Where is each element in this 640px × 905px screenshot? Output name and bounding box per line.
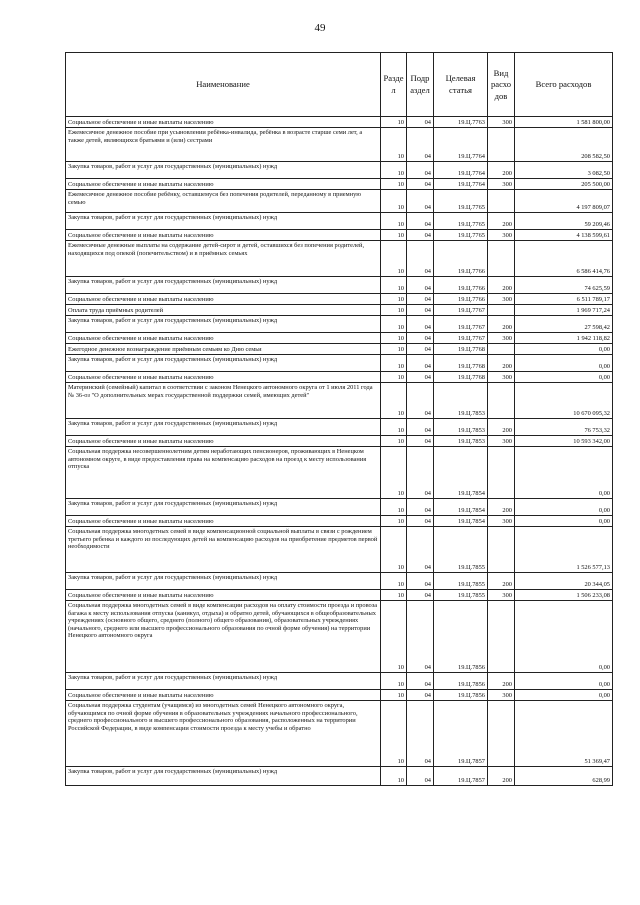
table-row bbox=[66, 516, 613, 527]
cell-vid: 300 bbox=[488, 590, 515, 601]
table-row bbox=[66, 128, 613, 162]
cell-razdel: 10 bbox=[381, 162, 407, 179]
table-row bbox=[66, 447, 613, 499]
table-row bbox=[66, 230, 613, 241]
cell-celevaya: 19.Ц.7856 bbox=[434, 690, 488, 701]
cell-podrazdel: 04 bbox=[407, 162, 434, 179]
cell-total: 0,00 bbox=[515, 516, 613, 527]
cell-vid: 200 bbox=[488, 573, 515, 590]
cell-razdel: 10 bbox=[381, 436, 407, 447]
budget-table bbox=[65, 52, 613, 786]
cell-razdel: 10 bbox=[381, 383, 407, 419]
cell-podrazdel: 04 bbox=[407, 190, 434, 213]
table-row bbox=[66, 117, 613, 128]
cell-name: Социальное обеспечение и иные выплаты населению bbox=[66, 372, 381, 383]
cell-celevaya: 19.Ц.7853 bbox=[434, 383, 488, 419]
cell-podrazdel: 04 bbox=[407, 372, 434, 383]
cell-total: 20 344,05 bbox=[515, 573, 613, 590]
cell-total: 208 582,50 bbox=[515, 128, 613, 162]
table-row bbox=[66, 590, 613, 601]
cell-celevaya: 19.Ц.7765 bbox=[434, 213, 488, 230]
cell-name: Социальная поддержка студентам (учащимся) из многодетных семей Ненецкого автономного округа, обучающимся по очной форме обучения в образовательных учреждениях начального профессионального, среднего профессионального и высшего профессионального образования, расположенных на территории Российской Федерации, в виде компенсации стоимости проезда к месту учебы и обратно bbox=[66, 701, 381, 767]
cell-name: Ежегодное денежное вознаграждение приёмным семьям ко Дню семьи bbox=[66, 344, 381, 355]
cell-name: Социальное обеспечение и иные выплаты населению bbox=[66, 117, 381, 128]
header-celevaya: Целевая статья bbox=[434, 53, 488, 117]
cell-celevaya: 19.Ц.7764 bbox=[434, 179, 488, 190]
cell-celevaya: 19.Ц.7855 bbox=[434, 527, 488, 573]
cell-total: 0,00 bbox=[515, 447, 613, 499]
cell-total: 6 511 789,17 bbox=[515, 294, 613, 305]
cell-podrazdel: 04 bbox=[407, 333, 434, 344]
table-row bbox=[66, 419, 613, 436]
cell-total: 59 209,46 bbox=[515, 213, 613, 230]
cell-podrazdel: 04 bbox=[407, 447, 434, 499]
cell-podrazdel: 04 bbox=[407, 230, 434, 241]
cell-celevaya: 19.Ц.7767 bbox=[434, 305, 488, 316]
table-row bbox=[66, 316, 613, 333]
cell-vid bbox=[488, 383, 515, 419]
cell-podrazdel: 04 bbox=[407, 701, 434, 767]
cell-celevaya: 19.Ц.7764 bbox=[434, 162, 488, 179]
cell-vid bbox=[488, 601, 515, 673]
cell-razdel: 10 bbox=[381, 527, 407, 573]
table-row bbox=[66, 573, 613, 590]
cell-name: Социальная поддержка многодетных семей в виде компенсации расходов на оплату стоимости проезда и провоза багажа к месту использования отпуска (каникул, отдыха) и обратно детей, обучающихся в общеобразовательных учреждениях (основного общего, среднего (полного) общего образования), образовательных учреждениях (начального, среднего или высшего профессионального образования по очной форме обучения) на территории Ненецкого автономного округа bbox=[66, 601, 381, 673]
cell-vid: 300 bbox=[488, 372, 515, 383]
cell-podrazdel: 04 bbox=[407, 573, 434, 590]
cell-total: 1 942 118,82 bbox=[515, 333, 613, 344]
cell-total: 205 500,00 bbox=[515, 179, 613, 190]
cell-vid: 200 bbox=[488, 316, 515, 333]
cell-razdel: 10 bbox=[381, 190, 407, 213]
cell-celevaya: 19.Ц.7768 bbox=[434, 344, 488, 355]
cell-razdel: 10 bbox=[381, 316, 407, 333]
cell-podrazdel: 04 bbox=[407, 316, 434, 333]
cell-razdel: 10 bbox=[381, 355, 407, 372]
cell-vid: 200 bbox=[488, 162, 515, 179]
cell-vid: 200 bbox=[488, 419, 515, 436]
cell-name: Закупка товаров, работ и услуг для государственных (муниципальных) нужд bbox=[66, 213, 381, 230]
cell-razdel: 10 bbox=[381, 277, 407, 294]
cell-podrazdel: 04 bbox=[407, 117, 434, 128]
table-row bbox=[66, 333, 613, 344]
cell-podrazdel: 04 bbox=[407, 294, 434, 305]
cell-razdel: 10 bbox=[381, 213, 407, 230]
cell-name: Социальное обеспечение и иные выплаты населению bbox=[66, 690, 381, 701]
cell-name: Закупка товаров, работ и услуг для государственных (муниципальных) нужд bbox=[66, 767, 381, 786]
cell-name: Социальное обеспечение и иные выплаты населению bbox=[66, 179, 381, 190]
cell-celevaya: 19.Ц.7855 bbox=[434, 573, 488, 590]
cell-celevaya: 19.Ц.7853 bbox=[434, 436, 488, 447]
cell-razdel: 10 bbox=[381, 516, 407, 527]
cell-total: 0,00 bbox=[515, 355, 613, 372]
cell-podrazdel: 04 bbox=[407, 767, 434, 786]
cell-celevaya: 19.Ц.7768 bbox=[434, 355, 488, 372]
cell-name: Социальное обеспечение и иные выплаты населению bbox=[66, 294, 381, 305]
cell-name: Закупка товаров, работ и услуг для государственных (муниципальных) нужд bbox=[66, 673, 381, 690]
cell-vid: 200 bbox=[488, 355, 515, 372]
cell-vid: 200 bbox=[488, 767, 515, 786]
table-row bbox=[66, 673, 613, 690]
cell-celevaya: 19.Ц.7856 bbox=[434, 673, 488, 690]
table-row bbox=[66, 162, 613, 179]
cell-podrazdel: 04 bbox=[407, 690, 434, 701]
table-row bbox=[66, 355, 613, 372]
cell-celevaya: 19.Ц.7765 bbox=[434, 190, 488, 213]
cell-celevaya: 19.Ц.7766 bbox=[434, 294, 488, 305]
cell-total: 1 526 577,13 bbox=[515, 527, 613, 573]
table-row bbox=[66, 767, 613, 786]
cell-name: Социальная поддержка многодетных семей в виде компенсационной социальной выплаты в связи с рождением третьего ребенка и каждого из последующих детей на компенсацию расходов на приобретение предметов первой необходимости bbox=[66, 527, 381, 573]
table-row bbox=[66, 179, 613, 190]
cell-vid bbox=[488, 128, 515, 162]
cell-total: 51 369,47 bbox=[515, 701, 613, 767]
cell-podrazdel: 04 bbox=[407, 516, 434, 527]
cell-total: 628,99 bbox=[515, 767, 613, 786]
cell-celevaya: 19.Ц.7853 bbox=[434, 419, 488, 436]
cell-total: 0,00 bbox=[515, 344, 613, 355]
cell-vid: 300 bbox=[488, 436, 515, 447]
cell-name: Социальное обеспечение и иные выплаты населению bbox=[66, 590, 381, 601]
cell-razdel: 10 bbox=[381, 241, 407, 277]
table-row bbox=[66, 241, 613, 277]
cell-name: Закупка товаров, работ и услуг для государственных (муниципальных) нужд bbox=[66, 162, 381, 179]
cell-podrazdel: 04 bbox=[407, 436, 434, 447]
cell-total: 10 593 342,00 bbox=[515, 436, 613, 447]
cell-podrazdel: 04 bbox=[407, 277, 434, 294]
cell-name: Закупка товаров, работ и услуг для государственных (муниципальных) нужд bbox=[66, 277, 381, 294]
cell-total: 4 197 809,07 bbox=[515, 190, 613, 213]
cell-name: Социальное обеспечение и иные выплаты населению bbox=[66, 230, 381, 241]
cell-vid: 200 bbox=[488, 499, 515, 516]
cell-celevaya: 19.Ц.7766 bbox=[434, 277, 488, 294]
cell-razdel: 10 bbox=[381, 447, 407, 499]
cell-podrazdel: 04 bbox=[407, 527, 434, 573]
cell-razdel: 10 bbox=[381, 499, 407, 516]
cell-celevaya: 19.Ц.7854 bbox=[434, 499, 488, 516]
cell-total: 76 753,32 bbox=[515, 419, 613, 436]
cell-podrazdel: 04 bbox=[407, 305, 434, 316]
cell-razdel: 10 bbox=[381, 601, 407, 673]
cell-total: 0,00 bbox=[515, 499, 613, 516]
cell-total: 1 506 233,08 bbox=[515, 590, 613, 601]
cell-podrazdel: 04 bbox=[407, 383, 434, 419]
cell-razdel: 10 bbox=[381, 117, 407, 128]
cell-total: 0,00 bbox=[515, 601, 613, 673]
header-total: Всего расходов bbox=[515, 53, 613, 117]
cell-podrazdel: 04 bbox=[407, 673, 434, 690]
table-header-row bbox=[66, 53, 613, 117]
cell-vid: 300 bbox=[488, 333, 515, 344]
cell-total: 1 969 717,24 bbox=[515, 305, 613, 316]
cell-razdel: 10 bbox=[381, 690, 407, 701]
cell-vid bbox=[488, 527, 515, 573]
table-row bbox=[66, 436, 613, 447]
cell-name: Ежемесячное денежное пособие ребёнку, оставшемуся без попечения родителей, переданному в приемную семью bbox=[66, 190, 381, 213]
cell-razdel: 10 bbox=[381, 767, 407, 786]
table-row bbox=[66, 344, 613, 355]
cell-podrazdel: 04 bbox=[407, 355, 434, 372]
cell-total: 0,00 bbox=[515, 673, 613, 690]
cell-vid bbox=[488, 344, 515, 355]
header-podrazdel: Подр аздел bbox=[407, 53, 434, 117]
cell-razdel: 10 bbox=[381, 305, 407, 316]
cell-name: Социальное обеспечение и иные выплаты населению bbox=[66, 436, 381, 447]
cell-podrazdel: 04 bbox=[407, 179, 434, 190]
cell-vid: 200 bbox=[488, 673, 515, 690]
cell-vid: 200 bbox=[488, 213, 515, 230]
cell-name: Закупка товаров, работ и услуг для государственных (муниципальных) нужд bbox=[66, 499, 381, 516]
cell-celevaya: 19.Ц.7767 bbox=[434, 333, 488, 344]
cell-vid: 300 bbox=[488, 179, 515, 190]
cell-razdel: 10 bbox=[381, 344, 407, 355]
cell-celevaya: 19.Ц.7764 bbox=[434, 128, 488, 162]
cell-podrazdel: 04 bbox=[407, 344, 434, 355]
cell-vid: 300 bbox=[488, 294, 515, 305]
cell-podrazdel: 04 bbox=[407, 499, 434, 516]
cell-celevaya: 19.Ц.7857 bbox=[434, 767, 488, 786]
cell-podrazdel: 04 bbox=[407, 419, 434, 436]
cell-razdel: 10 bbox=[381, 590, 407, 601]
cell-celevaya: 19.Ц.7767 bbox=[434, 316, 488, 333]
table-row bbox=[66, 372, 613, 383]
cell-name: Социальное обеспечение и иные выплаты населению bbox=[66, 516, 381, 527]
page-number: 49 bbox=[314, 22, 326, 34]
cell-vid: 200 bbox=[488, 277, 515, 294]
cell-vid bbox=[488, 305, 515, 316]
cell-podrazdel: 04 bbox=[407, 128, 434, 162]
table-body bbox=[66, 117, 613, 786]
cell-vid: 300 bbox=[488, 690, 515, 701]
cell-name: Закупка товаров, работ и услуг для государственных (муниципальных) нужд bbox=[66, 316, 381, 333]
table-row bbox=[66, 213, 613, 230]
cell-name: Ежемесячное денежное пособие при усыновлении ребёнка-инвалида, ребёнка в возрасте старше семи лет, а также детей, являющихся братьями и (или) сестрами bbox=[66, 128, 381, 162]
cell-celevaya: 19.Ц.7765 bbox=[434, 230, 488, 241]
cell-name: Материнский (семейный) капитал в соответствии с законом Ненецкого автономного округа от 1 июля 2011 года № 36-оз "О дополнительных мерах государственной поддержки семей, имеющих детей" bbox=[66, 383, 381, 419]
header-razdel: Разде л bbox=[381, 53, 407, 117]
cell-razdel: 10 bbox=[381, 573, 407, 590]
cell-total: 1 581 800,00 bbox=[515, 117, 613, 128]
table-row bbox=[66, 527, 613, 573]
cell-celevaya: 19.Ц.7854 bbox=[434, 447, 488, 499]
cell-podrazdel: 04 bbox=[407, 241, 434, 277]
header-vid: Вид расхо дов bbox=[488, 53, 515, 117]
cell-total: 3 082,50 bbox=[515, 162, 613, 179]
cell-celevaya: 19.Ц.7857 bbox=[434, 701, 488, 767]
cell-name: Социальное обеспечение и иные выплаты населению bbox=[66, 333, 381, 344]
header-name: Наименование bbox=[66, 53, 381, 117]
cell-celevaya: 19.Ц.7856 bbox=[434, 601, 488, 673]
cell-celevaya: 19.Ц.7763 bbox=[434, 117, 488, 128]
cell-razdel: 10 bbox=[381, 230, 407, 241]
cell-total: 0,00 bbox=[515, 690, 613, 701]
table-row bbox=[66, 601, 613, 673]
cell-name: Закупка товаров, работ и услуг для государственных (муниципальных) нужд bbox=[66, 419, 381, 436]
cell-podrazdel: 04 bbox=[407, 213, 434, 230]
cell-vid bbox=[488, 241, 515, 277]
table-row bbox=[66, 294, 613, 305]
cell-name: Социальная поддержка несовершеннолетним детям неработающих пенсионеров, проживающих в Ненецком автономном округе, в виде предоставления права на компенсацию расходов на проезд к месту использования отпуска bbox=[66, 447, 381, 499]
cell-name: Ежемесячные денежные выплаты на содержание детей-сирот и детей, оставшихся без попечения родителей, находящихся под опекой (попечительством) и в приёмных семьях bbox=[66, 241, 381, 277]
cell-vid bbox=[488, 701, 515, 767]
cell-celevaya: 19.Ц.7854 bbox=[434, 516, 488, 527]
cell-total: 6 586 414,76 bbox=[515, 241, 613, 277]
cell-razdel: 10 bbox=[381, 294, 407, 305]
cell-celevaya: 19.Ц.7855 bbox=[434, 590, 488, 601]
cell-razdel: 10 bbox=[381, 372, 407, 383]
cell-vid: 300 bbox=[488, 117, 515, 128]
cell-razdel: 10 bbox=[381, 673, 407, 690]
cell-podrazdel: 04 bbox=[407, 590, 434, 601]
cell-razdel: 10 bbox=[381, 333, 407, 344]
table-row bbox=[66, 499, 613, 516]
cell-razdel: 10 bbox=[381, 179, 407, 190]
cell-total: 4 138 599,61 bbox=[515, 230, 613, 241]
cell-vid: 300 bbox=[488, 516, 515, 527]
cell-name: Закупка товаров, работ и услуг для государственных (муниципальных) нужд bbox=[66, 573, 381, 590]
cell-razdel: 10 bbox=[381, 419, 407, 436]
table-row bbox=[66, 190, 613, 213]
cell-total: 74 625,59 bbox=[515, 277, 613, 294]
cell-total: 0,00 bbox=[515, 372, 613, 383]
cell-name: Оплата труда приёмных родителей bbox=[66, 305, 381, 316]
cell-total: 10 670 095,32 bbox=[515, 383, 613, 419]
table-row bbox=[66, 690, 613, 701]
table-row bbox=[66, 383, 613, 419]
cell-celevaya: 19.Ц.7768 bbox=[434, 372, 488, 383]
cell-razdel: 10 bbox=[381, 701, 407, 767]
cell-name: Закупка товаров, работ и услуг для государственных (муниципальных) нужд bbox=[66, 355, 381, 372]
table-row bbox=[66, 701, 613, 767]
cell-vid: 300 bbox=[488, 230, 515, 241]
cell-razdel: 10 bbox=[381, 128, 407, 162]
cell-celevaya: 19.Ц.7766 bbox=[434, 241, 488, 277]
table-row bbox=[66, 277, 613, 294]
cell-vid bbox=[488, 447, 515, 499]
table-row bbox=[66, 305, 613, 316]
cell-podrazdel: 04 bbox=[407, 601, 434, 673]
cell-total: 27 598,42 bbox=[515, 316, 613, 333]
cell-vid bbox=[488, 190, 515, 213]
